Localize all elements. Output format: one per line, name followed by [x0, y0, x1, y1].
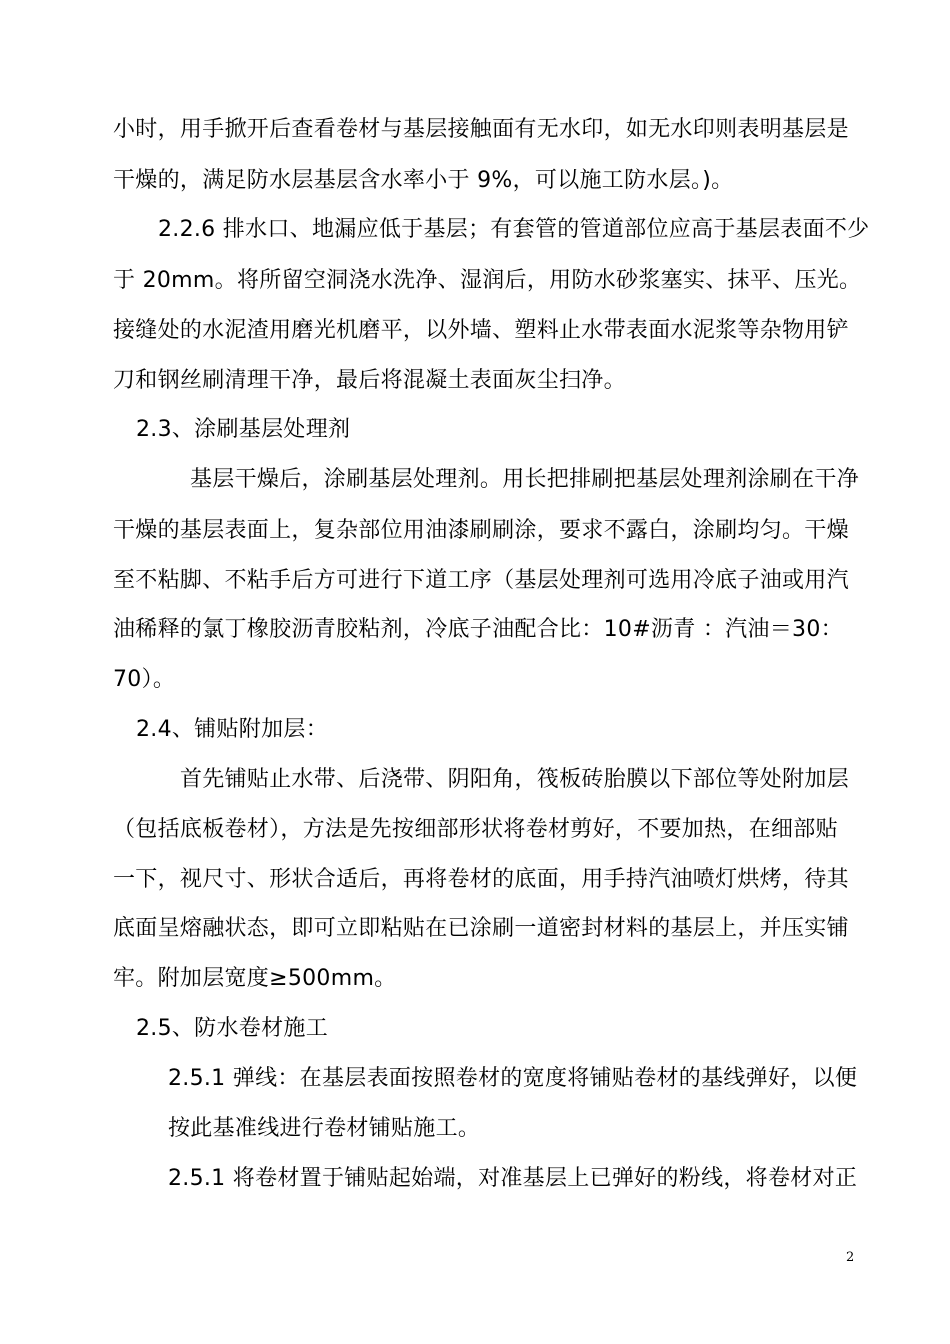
text-line: 2.2.6 排水口、地漏应低于基层；有套管的管道部位应高于基层表面不少	[158, 217, 870, 242]
text-line: 底面呈熔融状态，即可立即粘贴在已涂刷一道密封材料的基层上，并压实铺	[113, 916, 849, 941]
section-heading: 2.3、涂刷基层处理剂	[136, 417, 351, 442]
text-line: 一下，视尺寸、形状合适后，再将卷材的底面，用手持汽油喷灯烘烤，待其	[113, 867, 849, 892]
section-heading: 2.5、防水卷材施工	[136, 1016, 328, 1041]
text-line: （包括底板卷材），方法是先按细部形状将卷材剪好，不要加热，在细部贴	[113, 817, 838, 842]
text-line: 牢。附加层宽度≥500mm。	[113, 966, 397, 991]
text-line: 接缝处的水泥渣用磨光机磨平，以外墙、塑料止水带表面水泥浆等杂物用铲	[113, 318, 849, 343]
text-line: 干燥的基层表面上，复杂部位用油漆刷刷涂，要求不露白，涂刷均匀。干燥	[113, 518, 849, 543]
text-line: 刀和钢丝刷清理干净，最后将混凝土表面灰尘扫净。	[113, 368, 626, 393]
text-line: 油稀释的氯丁橡胶沥青胶粘剂，冷底子油配合比：10#沥青 ：汽油＝30：	[113, 617, 843, 642]
text-line: 小时，用手掀开后查看卷材与基层接触面有无水印，如无水印则表明基层是	[113, 117, 849, 142]
text-line: 70）。	[113, 667, 176, 692]
text-line: 按此基准线进行卷材铺贴施工。	[168, 1116, 481, 1141]
text-line: 2.5.1 将卷材置于铺贴起始端，对准基层上已弹好的粉线，将卷材对正	[168, 1166, 858, 1191]
text-line: 首先铺贴止水带、后浇带、阴阳角，筏板砖胎膜以下部位等处附加层	[180, 767, 850, 792]
text-line: 于 20mm。将所留空洞浇水洗净、湿润后，用防水砂浆塞实、抹平、压光。	[113, 268, 862, 293]
text-line: 基层干燥后，涂刷基层处理剂。用长把排刷把基层处理剂涂刷在干净	[190, 467, 860, 492]
text-line: 干燥的，满足防水层基层含水率小于 9%，可以施工防水层。)。	[113, 168, 734, 193]
text-line: 2.5.1 弹线：在基层表面按照卷材的宽度将铺贴卷材的基线弹好，以便	[168, 1066, 858, 1091]
section-heading: 2.4、铺贴附加层：	[136, 717, 328, 742]
page-number: 2	[846, 1250, 855, 1265]
text-line: 至不粘脚、不粘手后方可进行下道工序（基层处理剂可选用冷底子油或用汽	[113, 568, 849, 593]
